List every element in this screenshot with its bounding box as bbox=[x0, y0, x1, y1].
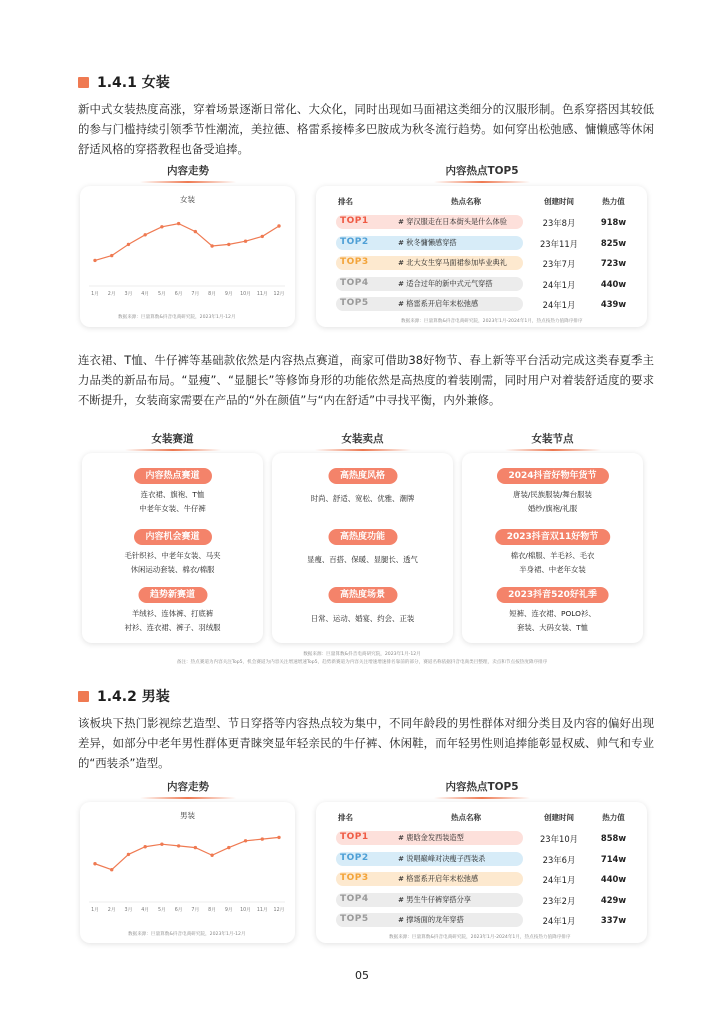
pill-text: 日常、运动、婚宴、约会、正装 bbox=[310, 614, 415, 623]
women-track-panel bbox=[82, 453, 263, 643]
men-top5-title: 内容热点TOP5 bbox=[317, 779, 647, 794]
data-point bbox=[127, 243, 130, 246]
col-header-rank: 排名 bbox=[338, 197, 353, 206]
x-tick-label: 3月 bbox=[124, 292, 133, 297]
data-point bbox=[194, 230, 197, 233]
men-intro-paragraph: 该板块下热门影视综艺造型、节日穿搭等内容热点较为集中，不同年龄段的男性群体对细分类目及内容的偏好出现差异，如部分中老年男性群体更青睐突显年轻亲民的牛仔裤、休闲鞋，而年轻男性则追捧能彰显权威、帅气和专业的“西装杀”造型。 bbox=[78, 716, 654, 770]
pill-text: 休闲运动套装、棉衣/棉服 bbox=[130, 565, 215, 574]
col-header-heat: 热力值 bbox=[602, 197, 625, 206]
women-selling-panel bbox=[272, 453, 453, 643]
pill-text: 棉衣/棉服、羊毛衫、毛衣 bbox=[510, 551, 595, 560]
x-tick-label: 4月 bbox=[141, 908, 150, 913]
men-trend-title: 内容走势 bbox=[79, 779, 297, 794]
rank-badge: TOP2 bbox=[340, 852, 369, 863]
panels-source: 数据来源：巨量算数&抖音电商研究院，2023年1月-12月 bbox=[303, 652, 421, 657]
create-time: 23年7月 bbox=[542, 259, 576, 269]
x-tick-label: 1月 bbox=[91, 908, 99, 913]
topic-name: # 撑场面的龙年穿搭 bbox=[398, 915, 464, 924]
men-line-chart bbox=[80, 802, 295, 927]
create-time: 24年1月 bbox=[542, 300, 576, 310]
rank-badge: TOP2 bbox=[340, 236, 369, 247]
men-trend-card bbox=[80, 802, 295, 943]
page-number: 05 bbox=[355, 969, 369, 982]
x-tick-label: 3月 bbox=[124, 908, 133, 913]
table-row bbox=[316, 913, 647, 927]
rank-badge: TOP3 bbox=[340, 873, 369, 883]
data-point bbox=[261, 837, 264, 840]
section-heading-women bbox=[78, 72, 170, 92]
x-tick-label: 4月 bbox=[141, 292, 150, 297]
data-point bbox=[277, 224, 280, 227]
x-tick-label: 11月 bbox=[256, 908, 268, 913]
create-time: 24年1月 bbox=[542, 875, 576, 885]
heading-square-icon bbox=[78, 691, 89, 702]
data-point bbox=[227, 243, 230, 246]
create-time: 23年6月 bbox=[542, 854, 576, 865]
heat-value: 714w bbox=[600, 853, 627, 864]
pill-text: 婚纱/旗袍/礼服 bbox=[527, 504, 578, 513]
table-row bbox=[316, 215, 647, 229]
data-point bbox=[127, 853, 130, 856]
x-tick-label: 2月 bbox=[107, 908, 116, 913]
col-header-time: 创建时间 bbox=[544, 197, 574, 206]
pill-title: 高热度场景 bbox=[328, 587, 397, 603]
pill-text: 衬衫、连衣裙、裤子、羽绒服 bbox=[124, 623, 221, 632]
topic-name: # 格雷系开启年末松弛感 bbox=[398, 874, 479, 883]
x-tick-label: 12月 bbox=[273, 292, 285, 297]
panels-note: 备注：热点赛道为内容关注Top5，机会赛道为内容关注增速增速Top5，趋势新赛道为内容关注增速增速排名靠前的部分，赛道名称依据抖音电商类目整理，卖点和节点按热度降序排序 bbox=[176, 660, 548, 665]
create-time: 24年1月 bbox=[542, 279, 576, 290]
table-row bbox=[316, 236, 647, 250]
rank-badge: TOP5 bbox=[340, 914, 369, 924]
pill-text: 时尚、舒适、宽松、优雅、潮牌 bbox=[310, 494, 415, 503]
heat-value: 858w bbox=[600, 833, 627, 843]
x-tick-label: 8月 bbox=[208, 908, 217, 913]
x-tick-label: 9月 bbox=[224, 292, 233, 297]
data-point bbox=[277, 836, 280, 839]
pill-text: 唐装/民族服装/舞台服装 bbox=[513, 490, 592, 499]
x-tick-label: 1月 bbox=[91, 292, 99, 297]
rank-badge: TOP4 bbox=[340, 277, 369, 288]
heat-value: 439w bbox=[600, 299, 627, 309]
rank-badge: TOP5 bbox=[340, 298, 369, 308]
women-trend-card bbox=[80, 186, 295, 327]
rank-badge: TOP1 bbox=[340, 832, 369, 842]
create-time: 23年2月 bbox=[542, 895, 576, 906]
table-row bbox=[316, 831, 647, 845]
col-header-rank: 排名 bbox=[338, 813, 353, 822]
x-tick-label: 7月 bbox=[191, 292, 200, 297]
pill-title: 趋势新赛道 bbox=[138, 587, 207, 603]
data-point bbox=[143, 845, 146, 848]
series-line bbox=[95, 224, 279, 261]
pill-title: 2023抖音520好礼季 bbox=[496, 587, 609, 603]
x-tick-label: 11月 bbox=[256, 292, 268, 297]
data-point bbox=[210, 244, 213, 247]
data-point bbox=[160, 843, 163, 846]
pill-text: 连衣裙、旗袍、T恤 bbox=[140, 490, 205, 499]
heat-value: 918w bbox=[600, 217, 627, 227]
rank-badge: TOP4 bbox=[340, 893, 369, 904]
heat-value: 440w bbox=[600, 874, 627, 884]
men-top5-card bbox=[316, 802, 647, 943]
col-header-topic: 热点名称 bbox=[451, 197, 481, 206]
women-selling-title: 女装卖点 bbox=[272, 431, 453, 446]
x-tick-label: 10月 bbox=[240, 908, 251, 913]
women-top5-title: 内容热点TOP5 bbox=[317, 163, 647, 178]
chart-title: 男装 bbox=[180, 811, 195, 820]
col-header-heat: 热力值 bbox=[602, 813, 625, 822]
x-tick-label: 12月 bbox=[273, 908, 285, 913]
heading-text: 1.4.2 男装 bbox=[97, 689, 170, 705]
data-point bbox=[110, 254, 113, 257]
table-row bbox=[316, 872, 647, 886]
x-tick-label: 6月 bbox=[174, 292, 183, 297]
women-line-chart bbox=[80, 186, 295, 311]
heat-value: 429w bbox=[600, 894, 627, 905]
topic-name: # 说唱巅峰对决瘦子西装杀 bbox=[398, 853, 486, 863]
x-tick-label: 2月 bbox=[107, 292, 116, 297]
heat-value: 337w bbox=[600, 915, 627, 925]
pill-text: 显瘦、百搭、保暖、显腿长、透气 bbox=[307, 555, 418, 564]
table-row bbox=[316, 297, 647, 311]
heading-text: 1.4.1 女装 bbox=[97, 75, 170, 91]
pill-text: 中老年女装、牛仔裤 bbox=[139, 504, 206, 513]
women-top5-card bbox=[316, 186, 647, 327]
heat-value: 825w bbox=[600, 237, 627, 248]
table-row bbox=[316, 256, 647, 270]
pill-text: 半身裙、中老年女装 bbox=[519, 565, 586, 574]
data-point bbox=[143, 233, 146, 236]
table-row bbox=[316, 277, 647, 291]
x-tick-label: 8月 bbox=[208, 292, 217, 297]
data-point bbox=[177, 222, 180, 225]
create-time: 23年11月 bbox=[539, 238, 579, 249]
women-node-panel bbox=[462, 453, 643, 643]
col-header-time: 创建时间 bbox=[544, 813, 574, 822]
x-tick-label: 5月 bbox=[157, 292, 166, 297]
table-row bbox=[316, 852, 647, 866]
data-point bbox=[244, 240, 247, 243]
x-tick-label: 9月 bbox=[224, 908, 233, 913]
heading-square-icon bbox=[78, 77, 89, 88]
data-point bbox=[194, 846, 197, 849]
heat-value: 723w bbox=[600, 258, 627, 268]
data-point bbox=[160, 225, 163, 228]
pill-title: 高热度功能 bbox=[328, 529, 397, 545]
topic-name: # 格雷系开启年末松弛感 bbox=[398, 299, 479, 308]
pill-text: 毛针织衫、中老年女装、马夹 bbox=[124, 551, 221, 560]
women-trend-title: 内容走势 bbox=[79, 163, 297, 178]
chart-title: 女装 bbox=[180, 195, 195, 204]
section-heading-men bbox=[78, 686, 170, 706]
women-detail-paragraph: 连衣裙、T恤、牛仔裤等基础款依然是内容热点赛道，商家可借助38好物节、春上新等平台活动完成这类春夏季主力品类的新品布局。“显瘦”、“显腿长”等修饰身形的功能依然是高热度的着装刚需，同时用户对着装舒适度的要求不断提升，女装商家需要在产品的“外在颜值”与“内在舒适”中寻找平衡，内外兼修。 bbox=[78, 353, 654, 407]
series-line bbox=[95, 837, 279, 869]
pill-title: 2023抖音双11好物节 bbox=[495, 529, 611, 545]
topic-name: # 适合过年的新中式元气穿搭 bbox=[398, 278, 493, 288]
topic-name: # 北大女生穿马面裙参加毕业典礼 bbox=[398, 258, 507, 267]
create-time: 23年8月 bbox=[542, 218, 576, 228]
data-point bbox=[227, 846, 230, 849]
x-tick-label: 7月 bbox=[191, 908, 200, 913]
chart-source: 数据来源：巨量算数&抖音电商研究院，2023年1月-12月 bbox=[118, 315, 236, 320]
pill-text: 套装、大码女装、T恤 bbox=[516, 623, 589, 632]
data-point bbox=[93, 862, 96, 865]
topic-name: # 穿汉服走在日本街头是什么体验 bbox=[398, 217, 507, 226]
data-point bbox=[210, 854, 213, 857]
rank-badge: TOP1 bbox=[340, 216, 369, 226]
x-tick-label: 6月 bbox=[174, 908, 183, 913]
pill-title: 2024抖音好物年货节 bbox=[496, 468, 608, 484]
x-tick-label: 10月 bbox=[240, 292, 251, 297]
col-header-topic: 热点名称 bbox=[451, 813, 481, 822]
chart-source: 数据来源：巨量算数&抖音电商研究院，2023年1月-12月 bbox=[128, 932, 246, 937]
table-source: 数据来源：巨量算数&抖音电商研究院，2023年1月-2024年1月，热点按热力值降序排序 bbox=[401, 319, 583, 324]
women-node-title: 女装节点 bbox=[462, 431, 643, 446]
pill-title: 内容机会赛道 bbox=[133, 529, 211, 545]
topic-name: # 鹿晗金发西装造型 bbox=[398, 833, 464, 842]
data-point bbox=[93, 259, 96, 262]
x-tick-label: 5月 bbox=[157, 908, 166, 913]
pill-text: 短裤、连衣裙、POLO衫、 bbox=[509, 609, 596, 618]
rank-badge: TOP3 bbox=[340, 257, 369, 267]
data-point bbox=[244, 839, 247, 842]
table-source: 数据来源：巨量算数&抖音电商研究院，2023年1月-2024年1月，热点按热力值降序排序 bbox=[389, 935, 571, 940]
pill-title: 内容热点赛道 bbox=[133, 468, 211, 484]
data-point bbox=[177, 844, 180, 847]
table-row bbox=[316, 893, 647, 907]
topic-name: # 男生牛仔裤穿搭分享 bbox=[398, 894, 471, 904]
heat-value: 440w bbox=[600, 278, 627, 289]
women-intro-paragraph: 新中式女装热度高涨，穿着场景逐渐日常化、大众化，同时出现如马面裙这类细分的汉服形制。色系穿搭因其较低的参与门槛持续引领季节性潮流，美拉德、格雷系接棒多巴胺成为秋冬流行趋势。如何穿出松弛感、慵懒感等休闲舒适风格的穿搭教程也备受追捧。 bbox=[78, 102, 654, 156]
data-point bbox=[261, 235, 264, 238]
create-time: 23年10月 bbox=[539, 834, 579, 844]
topic-name: # 秋冬慵懒感穿搭 bbox=[398, 237, 457, 247]
data-point bbox=[110, 868, 113, 871]
pill-title: 高热度风格 bbox=[328, 468, 397, 484]
create-time: 24年1月 bbox=[542, 916, 576, 926]
women-track-title: 女装赛道 bbox=[82, 431, 263, 446]
pill-text: 羊绒衫、连体裤、打底裤 bbox=[131, 609, 214, 618]
